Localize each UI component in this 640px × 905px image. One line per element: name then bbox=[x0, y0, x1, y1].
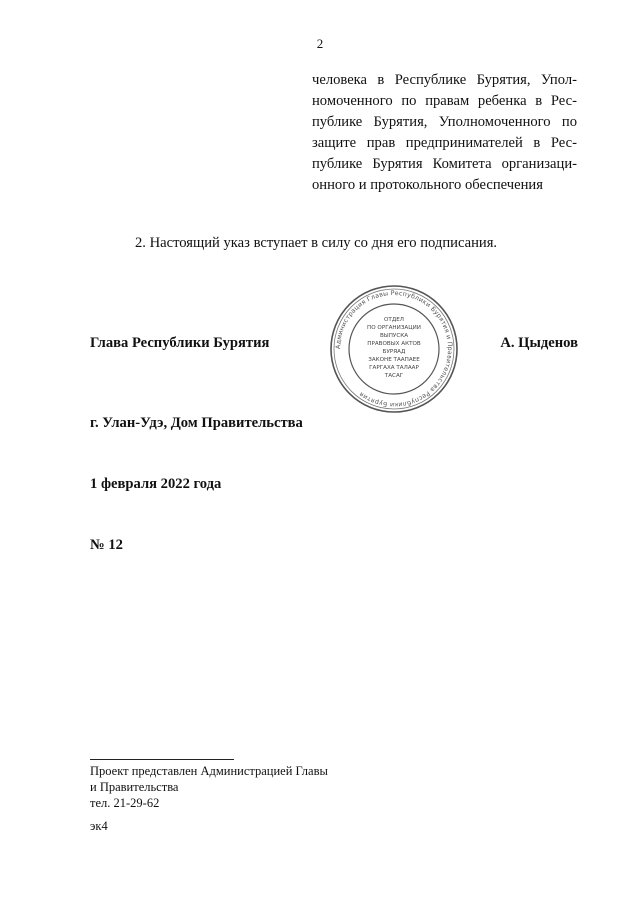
footnote bbox=[90, 763, 328, 811]
signatory-name: А. Цыденов bbox=[500, 335, 578, 351]
svg-text:ГАРГАХА ТАЛААР: ГАРГАХА ТАЛААР bbox=[369, 365, 419, 371]
signing-place: г. Улан-Удэ, Дом Правительства bbox=[90, 415, 303, 431]
signatory-title: Глава Республики Бурятия bbox=[90, 335, 270, 351]
decree-number: № 12 bbox=[90, 537, 123, 553]
footnote-line: и Правительства bbox=[90, 780, 179, 794]
addressee-continuation bbox=[312, 70, 577, 196]
footnote-line: тел. 21-29-62 bbox=[90, 796, 160, 810]
svg-text:ПРАВОВЫХ АКТОВ: ПРАВОВЫХ АКТОВ bbox=[367, 341, 421, 347]
svg-text:Администрация Главы Республики: Администрация Главы Республики Бурятия и Правительства Республики Бурятия bbox=[334, 289, 454, 409]
svg-text:ПО ОРГАНИЗАЦИИ: ПО ОРГАНИЗАЦИИ bbox=[367, 325, 421, 331]
continuation-line: человека в Республике Бурятия, Упол- bbox=[312, 72, 577, 88]
svg-text:БУРЯАД: БУРЯАД bbox=[382, 349, 406, 355]
continuation-line: защите прав предпринимателей в Рес- bbox=[312, 135, 577, 151]
continuation-line: публике Бурятия, Уполномоченного по bbox=[312, 114, 577, 130]
document-code: эк4 bbox=[90, 819, 108, 833]
continuation-line: публике Бурятия Комитета организаци- bbox=[312, 156, 577, 172]
svg-text:ВЫПУСКА: ВЫПУСКА bbox=[379, 333, 409, 339]
official-seal-stamp bbox=[328, 283, 460, 415]
footnote-line: Проект представлен Администрацией Главы bbox=[90, 764, 328, 778]
svg-text:ОТДЕЛ: ОТДЕЛ bbox=[384, 317, 404, 323]
page-number: 2 bbox=[316, 36, 324, 51]
continuation-line: номоченного по правам ребенка в Рес- bbox=[312, 93, 577, 109]
svg-text:ТАСАГ: ТАСАГ bbox=[384, 373, 404, 379]
signing-date: 1 февраля 2022 года bbox=[90, 476, 222, 492]
decree-item-2: 2. Настоящий указ вступает в силу со дня его подписания. bbox=[135, 235, 498, 251]
svg-text:ЗАКОНЕ ТААПАЕЕ: ЗАКОНЕ ТААПАЕЕ bbox=[368, 357, 420, 363]
footnote-divider bbox=[90, 759, 234, 760]
continuation-line: онного и протокольного обеспечения bbox=[312, 177, 543, 193]
